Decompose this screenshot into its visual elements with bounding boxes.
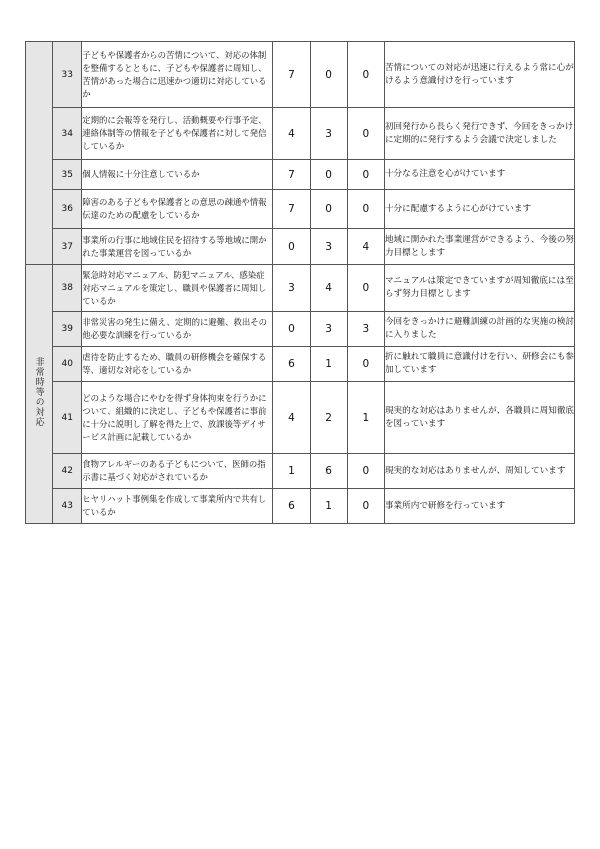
question-text: 非常災害の発生に備え、定期的に避難、救出その他必要な訓練を行っているか [82, 312, 273, 347]
item-number: 36 [53, 190, 82, 229]
item-number: 38 [53, 265, 82, 312]
item-number: 35 [53, 160, 82, 190]
count-yes: 7 [273, 42, 310, 108]
count-yes: 7 [273, 160, 310, 190]
improvement-comment: マニュアルは策定できていますが周知徹底には至らず努力目標とします [384, 265, 574, 312]
question-text: 事業所の行事に地域住民を招待する等地域に開かれた事業運営を図っているか [82, 229, 273, 265]
item-number: 37 [53, 229, 82, 265]
table-row [26, 190, 575, 229]
count-no: 1 [347, 382, 384, 454]
count-no: 0 [347, 108, 384, 160]
table-row [26, 160, 575, 190]
evaluation-table [25, 41, 575, 524]
improvement-comment: 十分に配慮するように心がけています [384, 190, 574, 229]
count-unsure: 0 [310, 160, 347, 190]
count-no: 3 [347, 312, 384, 347]
count-no: 4 [347, 229, 384, 265]
count-unsure: 0 [310, 190, 347, 229]
improvement-comment: 事業所内で研修を行っています [384, 489, 574, 524]
count-no: 0 [347, 347, 384, 382]
category-cell [26, 42, 53, 265]
item-number: 33 [53, 42, 82, 108]
question-text: どのような場合にやむを得ず身体拘束を行うかについて、組織的に決定し、子どもや保護者に事前に十分に説明し了解を得た上で、放課後等デイサービス計画に記載しているか [82, 382, 273, 454]
item-number: 34 [53, 108, 82, 160]
table-row [26, 489, 575, 524]
table-row [26, 312, 575, 347]
improvement-comment: 苦情についての対応が迅速に行えるよう常に心がけるよう意識付けを行っています [384, 42, 574, 108]
improvement-comment: 今回をきっかけに避難訓練の計画的な実施の検討に入りました [384, 312, 574, 347]
improvement-comment: 折に触れて職員に意識付けを行い、研修会にも参加しています [384, 347, 574, 382]
question-text: 個人情報に十分注意しているか [82, 160, 273, 190]
table-row [26, 382, 575, 454]
item-number: 41 [53, 382, 82, 454]
improvement-comment: 十分なる注意を心がけています [384, 160, 574, 190]
category-label: 非常時等の対応 [33, 357, 44, 427]
table-row [26, 229, 575, 265]
table-row [26, 265, 575, 312]
count-unsure: 0 [310, 42, 347, 108]
count-yes: 1 [273, 454, 310, 489]
count-unsure: 3 [310, 229, 347, 265]
count-unsure: 1 [310, 489, 347, 524]
question-text: 虐待を防止するため、職員の研修機会を確保する等、適切な対応をしているか [82, 347, 273, 382]
count-yes: 6 [273, 347, 310, 382]
count-yes: 6 [273, 489, 310, 524]
count-yes: 0 [273, 229, 310, 265]
count-no: 0 [347, 42, 384, 108]
count-unsure: 2 [310, 382, 347, 454]
count-unsure: 6 [310, 454, 347, 489]
table-row [26, 454, 575, 489]
count-yes: 4 [273, 382, 310, 454]
improvement-comment: 現実的な対応はありませんが、各職員に周知徹底を図っています [384, 382, 574, 454]
improvement-comment: 初回発行から長らく発行できず、今回をきっかけに定期的に発行するよう会議で決定しました [384, 108, 574, 160]
table-row [26, 347, 575, 382]
item-number: 39 [53, 312, 82, 347]
question-text: 定期的に会報等を発行し、活動概要や行事予定、連絡体制等の情報を子どもや保護者に対して発信しているか [82, 108, 273, 160]
count-yes: 7 [273, 190, 310, 229]
question-text: 障害のある子どもや保護者との意思の疎通や情報伝達のための配慮をしているか [82, 190, 273, 229]
table-row [26, 42, 575, 108]
count-no: 0 [347, 454, 384, 489]
item-number: 40 [53, 347, 82, 382]
count-yes: 4 [273, 108, 310, 160]
item-number: 42 [53, 454, 82, 489]
count-no: 0 [347, 160, 384, 190]
count-no: 0 [347, 190, 384, 229]
item-number: 43 [53, 489, 82, 524]
count-yes: 0 [273, 312, 310, 347]
improvement-comment: 地域に開かれた事業運営ができるよう、今後の努力目標とします [384, 229, 574, 265]
question-text: ヒヤリハット事例集を作成して事業所内で共有しているか [82, 489, 273, 524]
question-text: 子どもや保護者からの苦情について、対応の体制を整備するとともに、子どもや保護者に周知し、苦情があった場合に迅速かつ適切に対応しているか [82, 42, 273, 108]
category-cell [26, 265, 53, 524]
count-yes: 3 [273, 265, 310, 312]
count-no: 0 [347, 265, 384, 312]
question-text: 緊急時対応マニュアル、防犯マニュアル、感染症対応マニュアルを策定し、職員や保護者に周知しているか [82, 265, 273, 312]
count-unsure: 3 [310, 108, 347, 160]
count-unsure: 4 [310, 265, 347, 312]
question-text: 食物アレルギーのある子どもについて、医師の指示書に基づく対応がされているか [82, 454, 273, 489]
count-unsure: 3 [310, 312, 347, 347]
count-no: 0 [347, 489, 384, 524]
table-row [26, 108, 575, 160]
improvement-comment: 現実的な対応はありませんが、周知しています [384, 454, 574, 489]
count-unsure: 1 [310, 347, 347, 382]
